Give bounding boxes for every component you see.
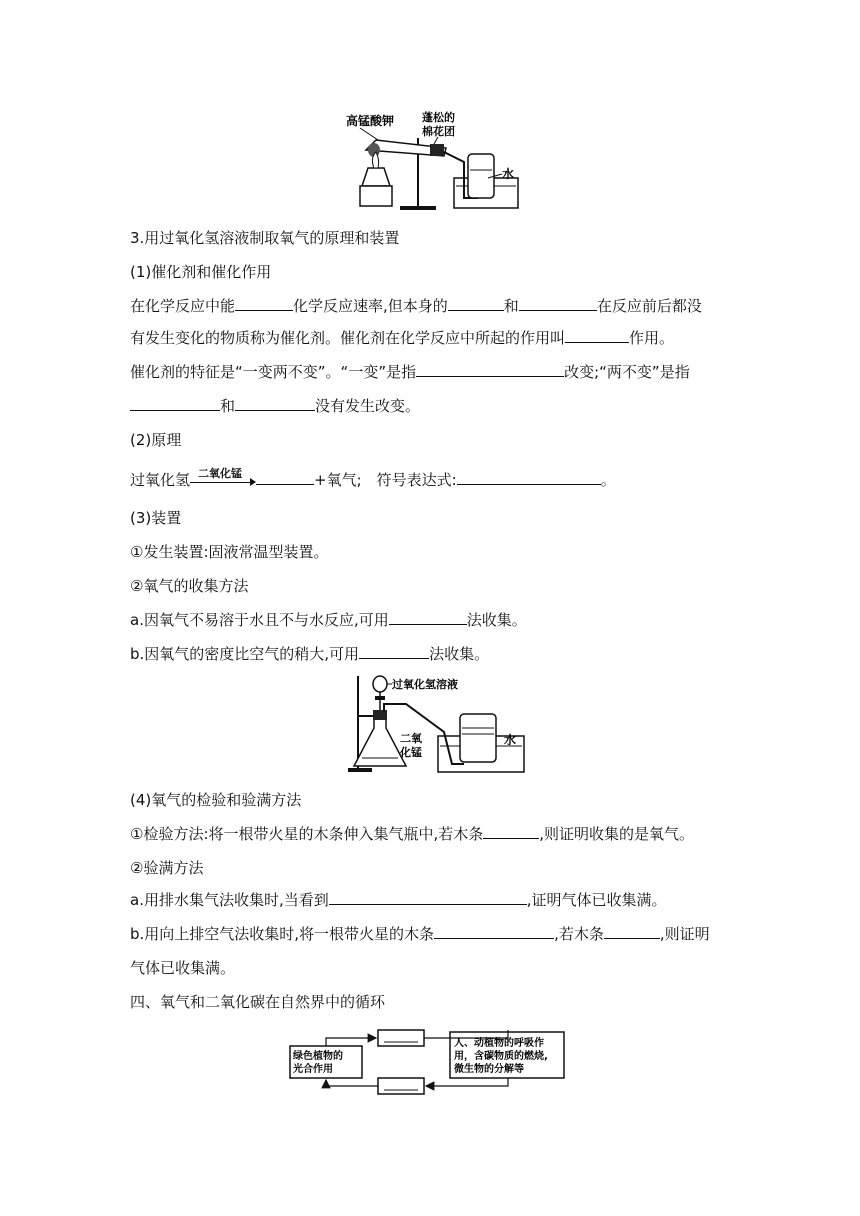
text-span: ,则证明 bbox=[659, 925, 710, 943]
text-span: ①检验方法:将一根带火星的木条伸入集气瓶中,若木条 bbox=[130, 825, 484, 843]
text-span: ,则证明收集的是氧气。 bbox=[539, 825, 695, 843]
text-span: +氧气; 符号表达式: bbox=[314, 471, 457, 489]
blank-property-1[interactable] bbox=[448, 296, 504, 311]
text-span: b.用向上排空气法收集时,将一根带火星的木条 bbox=[130, 925, 435, 943]
text-span: 改变;“两不变”是指 bbox=[564, 363, 690, 381]
cotton-label-1: 蓬松的 bbox=[422, 111, 455, 124]
reaction-equation bbox=[130, 467, 616, 490]
kmno4-apparatus-figure bbox=[338, 108, 528, 212]
text-span: 在化学反应中能 bbox=[130, 297, 236, 315]
text-span: 没有发生改变。 bbox=[315, 397, 421, 415]
text-span: ,若木条 bbox=[554, 925, 604, 943]
left-box-line1: 绿色植物的 bbox=[293, 1051, 343, 1062]
blank-splint-result[interactable] bbox=[604, 924, 660, 939]
text-span: 作用。 bbox=[629, 329, 675, 347]
catalyst-condition: 二氧化锰 bbox=[198, 467, 243, 480]
text-span: 有发生变化的物质称为催化剂。催化剂在化学反应中所起的作用叫 bbox=[130, 329, 566, 347]
blank-symbol-expression[interactable] bbox=[457, 470, 601, 485]
text-span: a.因氧气不易溶于水且不与水反应,可用 bbox=[130, 611, 389, 629]
catalyst-feature-line2 bbox=[130, 396, 420, 416]
part4-title: 四、氧气和二氧化碳在自然界中的循环 bbox=[130, 993, 386, 1011]
bottom-blank-box[interactable] bbox=[378, 1078, 424, 1094]
catalyst-paragraph-line2 bbox=[130, 328, 674, 348]
water-label-1: 水 bbox=[502, 167, 515, 181]
mno2-label-2: 化锰 bbox=[400, 746, 422, 759]
collection-line-a bbox=[130, 610, 527, 630]
text-span: 化学反应速率,但本身的 bbox=[293, 297, 448, 315]
collection-line-b bbox=[130, 644, 489, 664]
test-subtitle: (4)氧气的检验和验满方法 bbox=[130, 791, 302, 809]
right-box-line2: 用，含碳物质的燃烧, bbox=[454, 1051, 548, 1062]
text-span: 在反应前后都没 bbox=[596, 297, 702, 315]
left-box-line2: 光合作用 bbox=[293, 1064, 333, 1075]
blank-splint-position[interactable] bbox=[434, 924, 554, 939]
blank-collect-method-b[interactable] bbox=[359, 644, 429, 659]
text-span: 和 bbox=[220, 397, 236, 415]
full-check-line-a bbox=[130, 890, 667, 910]
generator-line: ①发生装置:固液常温型装置。 bbox=[130, 543, 329, 561]
h2o2-apparatus-figure bbox=[344, 672, 528, 776]
blank-rate[interactable] bbox=[235, 296, 293, 311]
blank-catalysis[interactable] bbox=[565, 328, 629, 343]
arrow-left-to-top-icon bbox=[326, 1038, 376, 1046]
blank-one-change[interactable] bbox=[416, 362, 564, 377]
text-span: 法收集。 bbox=[429, 645, 490, 663]
reaction-arrow-icon bbox=[190, 467, 256, 490]
blank-property-2[interactable] bbox=[519, 296, 597, 311]
collection-subtitle: ②氧气的收集方法 bbox=[130, 577, 249, 595]
text-span: 和 bbox=[503, 297, 519, 315]
test-method-line bbox=[130, 824, 694, 844]
arrow-bottom-to-left-icon bbox=[326, 1080, 378, 1086]
full-check-line-b bbox=[130, 924, 710, 944]
blank-collect-method-a[interactable] bbox=[389, 610, 467, 625]
cycle-diagram bbox=[284, 1022, 570, 1110]
text-span: b.因氧气的密度比空气的稍大,可用 bbox=[130, 645, 360, 663]
blank-unchanged-2[interactable] bbox=[235, 396, 315, 411]
right-box-line1: 人、动植物的呼吸作 bbox=[454, 1038, 544, 1049]
right-box-line3: 微生物的分解等 bbox=[454, 1064, 524, 1075]
water-label-2: 水 bbox=[504, 733, 517, 747]
text-span: 法收集。 bbox=[466, 611, 527, 629]
catalyst-paragraph-line1 bbox=[130, 296, 702, 316]
blank-unchanged-1[interactable] bbox=[130, 396, 220, 411]
mno2-label-1: 二氧 bbox=[400, 732, 422, 745]
reactant-text: 过氧化氢 bbox=[130, 471, 191, 489]
arrow-right-down-icon bbox=[426, 1078, 508, 1086]
top-blank-box[interactable] bbox=[378, 1030, 424, 1046]
kmno4-label: 高锰酸钾 bbox=[346, 114, 395, 128]
catalyst-subtitle: (1)催化剂和催化作用 bbox=[130, 263, 272, 281]
text-span: 。 bbox=[600, 471, 616, 489]
cotton-label-2: 棉花团 bbox=[422, 125, 455, 138]
text-span: 催化剂的特征是“一变两不变”。“一变”是指 bbox=[130, 363, 417, 381]
text-span: a.用排水集气法收集时,当看到 bbox=[130, 891, 329, 909]
apparatus-subtitle: (3)装置 bbox=[130, 509, 182, 527]
catalyst-feature-line1 bbox=[130, 362, 690, 382]
blank-water-observation[interactable] bbox=[329, 890, 527, 905]
text-span: ,证明气体已收集满。 bbox=[526, 891, 667, 909]
principle-subtitle: (2)原理 bbox=[130, 431, 182, 449]
h2o2-label: 过氧化氢溶液 bbox=[392, 678, 458, 691]
blank-test-result[interactable] bbox=[483, 824, 539, 839]
full-check-line-c: 气体已收集满。 bbox=[130, 959, 236, 977]
full-check-subtitle: ②验满方法 bbox=[130, 859, 204, 877]
section3-title: 3.用过氧化氢溶液制取氧气的原理和装置 bbox=[130, 229, 400, 247]
blank-product[interactable] bbox=[256, 470, 314, 485]
